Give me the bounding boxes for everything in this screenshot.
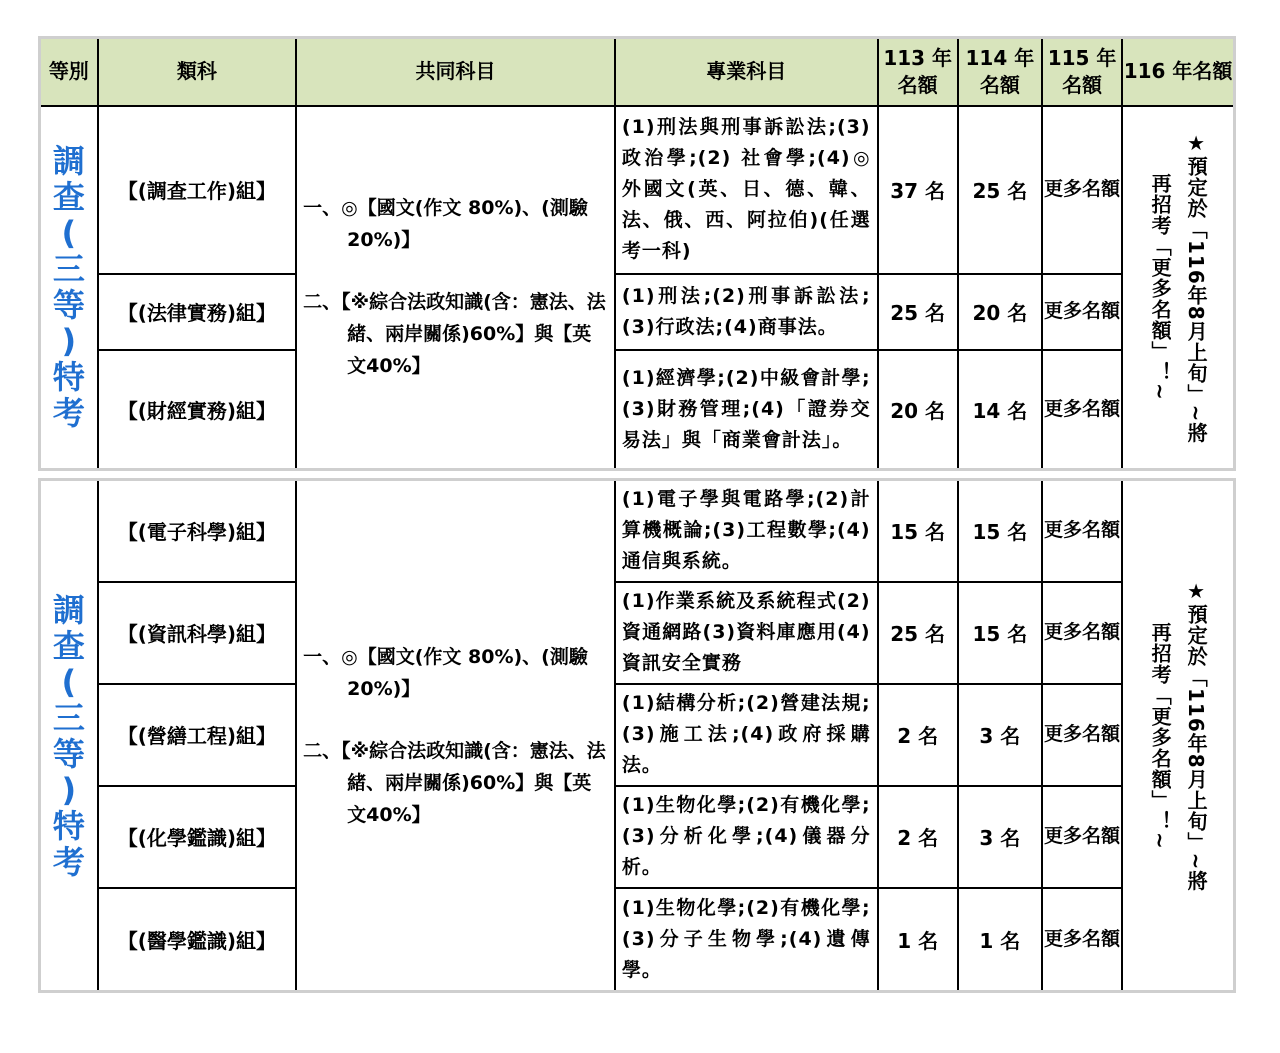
quota-114: 20 名 [958, 274, 1042, 350]
specialty-cell: (1)刑法與刑事訴訟法;(3)政治學;(2) 社會學;(4)◎外國文(英、日、德、韓、法、俄、西、阿拉伯)(任選考一科) [615, 106, 878, 274]
header-specialty: 專業科目 [615, 38, 878, 106]
table-row [40, 684, 1235, 786]
exam-table-section-2 [38, 478, 1236, 993]
table-row [40, 786, 1235, 888]
category-cell: 【(化學鑑識)組】 [98, 786, 296, 888]
rank-cell: 調 查 ( 三 等 ) 特 考 [40, 480, 98, 992]
quota-114: 3 名 [958, 684, 1042, 786]
category-cell: 【(醫學鑑識)組】 [98, 888, 296, 992]
category-cell: 【(法律實務)組】 [98, 274, 296, 350]
common-subject-2: 二、【※綜合法政知識(含：憲法、法緒、兩岸關係)60%】與【英文40%】 [303, 739, 606, 826]
common-subjects-cell [296, 106, 615, 470]
table-row [40, 106, 1235, 274]
common-subject-1: 一、◎【國文(作文 80%)、(測驗 20%)】 [303, 197, 588, 252]
quota-113: 15 名 [878, 480, 958, 582]
specialty-cell: (1)生物化學;(2)有機化學;(3)分析化學;(4)儀器分析。 [615, 786, 878, 888]
table-row [40, 888, 1235, 992]
header-row [40, 38, 1235, 106]
table-row [40, 582, 1235, 684]
quota-114: 25 名 [958, 106, 1042, 274]
header-y113: 113 年名額 [878, 38, 958, 106]
quota-115: 更多名額 [1042, 582, 1122, 684]
quota-115: 更多名額 [1042, 786, 1122, 888]
quota-114: 1 名 [958, 888, 1042, 992]
header-rank: 等別 [40, 38, 98, 106]
quota-113: 2 名 [878, 786, 958, 888]
header-y116: 116 年名額 [1122, 38, 1234, 106]
exam-table-section-1 [38, 36, 1236, 471]
specialty-cell: (1)結構分析;(2)營建法規;(3)施工法;(4)政府採購法。 [615, 684, 878, 786]
quota-114: 15 名 [958, 480, 1042, 582]
quota-113: 37 名 [878, 106, 958, 274]
specialty-cell: (1)刑法;(2)刑事訴訟法;(3)行政法;(4)商事法。 [615, 274, 878, 350]
common-subject-1: 一、◎【國文(作文 80%)、(測驗 20%)】 [303, 645, 588, 700]
category-cell: 【(營繕工程)組】 [98, 684, 296, 786]
quota-115: 更多名額 [1042, 684, 1122, 786]
header-y115: 115 年名額 [1042, 38, 1122, 106]
table-row [40, 480, 1235, 582]
common-subjects-cell [296, 480, 615, 992]
quota-114: 14 名 [958, 350, 1042, 470]
category-cell: 【(財經實務)組】 [98, 350, 296, 470]
quota-113: 25 名 [878, 274, 958, 350]
specialty-cell: (1)經濟學;(2)中級會計學;(3)財務管理;(4)「證券交易法」與「商業會計法」。 [615, 350, 878, 470]
quota-114: 15 名 [958, 582, 1042, 684]
category-cell: 【(調查工作)組】 [98, 106, 296, 274]
quota-116-note: ★預定於「116年8月上旬」~將再招考「更多名額」！~ [1122, 480, 1234, 992]
category-cell: 【(電子科學)組】 [98, 480, 296, 582]
specialty-cell: (1)生物化學;(2)有機化學;(3)分子生物學;(4)遺傳學。 [615, 888, 878, 992]
rank-cell: 調 查 ( 三 等 ) 特 考 [40, 106, 98, 470]
quota-113: 20 名 [878, 350, 958, 470]
category-cell: 【(資訊科學)組】 [98, 582, 296, 684]
table-row [40, 274, 1235, 350]
quota-115: 更多名額 [1042, 350, 1122, 470]
specialty-cell: (1)作業系統及系統程式(2)資通網路(3)資料庫應用(4)資訊安全實務 [615, 582, 878, 684]
quota-115: 更多名額 [1042, 106, 1122, 274]
quota-113: 2 名 [878, 684, 958, 786]
quota-113: 25 名 [878, 582, 958, 684]
header-category: 類科 [98, 38, 296, 106]
header-y114: 114 年名額 [958, 38, 1042, 106]
common-subject-2: 二、【※綜合法政知識(含：憲法、法緒、兩岸關係)60%】與【英文40%】 [303, 291, 606, 378]
specialty-cell: (1)電子學與電路學;(2)計算機概論;(3)工程數學;(4)通信與系統。 [615, 480, 878, 582]
quota-114: 3 名 [958, 786, 1042, 888]
quota-115: 更多名額 [1042, 480, 1122, 582]
quota-113: 1 名 [878, 888, 958, 992]
table-row [40, 350, 1235, 470]
header-common: 共同科目 [296, 38, 615, 106]
quota-115: 更多名額 [1042, 274, 1122, 350]
quota-116-note: ★預定於「116年8月上旬」~將再招考「更多名額」！~ [1122, 106, 1234, 470]
quota-115: 更多名額 [1042, 888, 1122, 992]
